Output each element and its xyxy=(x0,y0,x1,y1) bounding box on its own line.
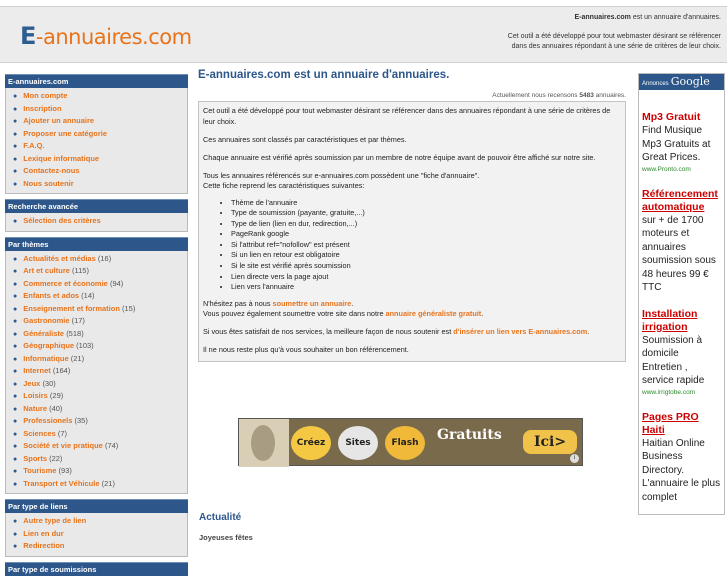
bullet-icon: ● xyxy=(13,130,18,138)
header-tagline: E-annuaires.com est un annuaire d'annuaires. Cet outil a été développé pour tout webmaster désirant se référencer dans des annuaires répondant à une série de critères de leur choix. xyxy=(507,14,721,50)
sidebar-theme-link[interactable]: Jeux xyxy=(23,378,41,388)
sidebar-link-type-item[interactable] xyxy=(6,515,187,528)
sidebar-site-link[interactable]: Proposer une catégorie xyxy=(23,128,108,138)
bullet-icon: ● xyxy=(13,255,18,263)
feature-item: • PageRank google xyxy=(231,229,621,240)
bullet-icon: ● xyxy=(13,93,18,100)
statue-image xyxy=(239,419,289,467)
ad-title[interactable]: Mp3 Gratuit xyxy=(642,111,701,123)
sidebar-theme-item[interactable] xyxy=(6,265,187,278)
sidebar-theme-link[interactable]: Loisirs xyxy=(23,391,48,400)
bullet-icon: ● xyxy=(13,480,18,488)
sidebar-theme-item[interactable] xyxy=(6,390,187,403)
banner-ad[interactable] xyxy=(238,418,583,466)
banner-text-free: Gratuits xyxy=(437,427,502,443)
theme-count: (22) xyxy=(49,453,63,463)
sidebar-theme-item[interactable] xyxy=(6,253,187,266)
bullet-icon: ● xyxy=(13,330,18,338)
sidebar-menu-links xyxy=(6,515,187,553)
bullet-icon: ● xyxy=(13,380,18,388)
bullet-icon: ● xyxy=(13,468,18,475)
directory-count: Actuellement nous recensons 5483 annuaires. xyxy=(492,92,626,99)
theme-count: (164) xyxy=(52,366,71,375)
sidebar-site-item[interactable] xyxy=(6,115,187,128)
sidebar-theme-link[interactable]: Transport et Véhicule xyxy=(23,478,100,488)
sidebar-site-link[interactable]: Contactez-nous xyxy=(23,166,80,175)
theme-count: (21) xyxy=(101,478,115,488)
theme-count: (30) xyxy=(42,378,56,388)
sidebar-theme-item[interactable] xyxy=(6,465,187,478)
sidebar-link-type-item[interactable] xyxy=(6,528,187,541)
theme-count: (93) xyxy=(58,466,72,475)
bullet-icon: ● xyxy=(13,518,18,525)
sidebar-menu-site xyxy=(6,90,187,190)
sidebar-site-link[interactable]: Inscription xyxy=(23,103,62,113)
sidebar-theme-item[interactable] xyxy=(6,315,187,328)
sidebar-theme-link[interactable]: Tourisme xyxy=(23,466,57,475)
bullet-icon: ● xyxy=(13,305,18,313)
sidebar-theme-link[interactable]: Sciences xyxy=(23,428,56,438)
sidebar-site-link[interactable]: Lexique informatique xyxy=(23,153,100,163)
sidebar-theme-item[interactable] xyxy=(6,403,187,416)
bullet-icon: ● xyxy=(13,405,18,413)
sidebar-theme-link[interactable]: Géographique xyxy=(23,341,75,350)
theme-count: (29) xyxy=(49,391,64,400)
banner-bubble-flash: Flash xyxy=(385,426,425,460)
theme-count: (15) xyxy=(122,303,136,313)
sidebar-theme-item[interactable] xyxy=(6,290,187,303)
site-logo[interactable]: E-annuaires.com xyxy=(20,22,192,50)
general-directory-link[interactable]: annuaire généraliste gratuit xyxy=(385,309,482,319)
feature-item: • Si le site est vérifié après soumission xyxy=(231,261,621,272)
bullet-icon: ● xyxy=(13,418,18,425)
ad-body: Haitian Online Business Directory. L'annuaire le plus complet xyxy=(642,437,721,503)
sidebar-theme-item[interactable] xyxy=(6,365,187,378)
feature-item: • Si un lien en retour est obligatoire xyxy=(231,250,621,261)
sidebar-theme-item[interactable] xyxy=(6,440,187,453)
sidebar-site-item[interactable] xyxy=(6,153,187,166)
bullet-icon: ● xyxy=(13,293,18,300)
feature-item: • Type de soumission (payante, gratuite,...) xyxy=(231,208,621,219)
banner-button-here[interactable]: Ici> xyxy=(523,430,577,454)
sidebar-theme-item[interactable] xyxy=(6,415,187,428)
ad-body: Soumission à domicile Entretien , service rapide xyxy=(642,334,705,386)
sidebar-theme-link[interactable]: Art et culture xyxy=(23,266,70,275)
bullet-icon: ● xyxy=(13,543,18,550)
site-header xyxy=(0,6,727,63)
theme-count: (16) xyxy=(97,253,112,263)
sidebar-heading-submissions: Par type de soumissions xyxy=(5,562,188,576)
ad-title[interactable]: Pages PRO Haiti xyxy=(642,410,699,436)
ad-url[interactable]: www.irrigtobe.com xyxy=(642,388,696,396)
sidebar-link-type-link[interactable]: Lien en dur xyxy=(23,528,64,538)
sidebar-theme-item[interactable] xyxy=(6,428,187,441)
ad-item[interactable] xyxy=(639,111,724,175)
bullet-icon: ● xyxy=(13,355,18,363)
sidebar-theme-link[interactable]: Commerce et économie xyxy=(23,278,108,288)
bullet-icon: ● xyxy=(13,118,18,125)
feature-item: • Lien directe vers la page ajout xyxy=(231,272,621,283)
bullet-icon: ● xyxy=(13,268,18,275)
sidebar-theme-item[interactable] xyxy=(6,478,187,491)
sidebar-site-link[interactable]: F.A.Q. xyxy=(23,141,45,150)
bullet-icon: ● xyxy=(13,343,18,350)
bullet-icon: ● xyxy=(13,280,18,288)
feature-item: • Type de lien (lien en dur, redirection,...) xyxy=(231,219,621,230)
ads-header: Annonces Google xyxy=(639,74,724,90)
feature-item: • Thème de l'annuaire xyxy=(231,198,621,209)
bullet-icon: ● xyxy=(13,443,18,450)
theme-count: (518) xyxy=(66,328,84,338)
bullet-icon: ● xyxy=(13,168,18,175)
sidebar-site-item[interactable] xyxy=(6,103,187,116)
main-content xyxy=(198,66,626,542)
bullet-icon: ● xyxy=(13,430,18,438)
sidebar-theme-item[interactable] xyxy=(6,378,187,391)
ads-list xyxy=(639,111,724,504)
sidebar-site-item[interactable] xyxy=(6,128,187,141)
sidebar-theme-item[interactable] xyxy=(6,278,187,291)
sidebar-heading-themes: Par thèmes xyxy=(5,237,188,251)
sidebar-site-link[interactable]: Mon compte xyxy=(23,91,68,100)
sidebar-menu-themes xyxy=(6,253,187,491)
sidebar-theme-link[interactable]: Actualités et médias xyxy=(23,253,96,263)
sidebar-theme-link[interactable]: Professionels xyxy=(23,416,73,425)
bullet-icon: ● xyxy=(13,393,18,400)
sidebar-site-item[interactable] xyxy=(6,165,187,178)
sidebar-theme-link[interactable]: Gastronomie xyxy=(23,316,70,325)
submit-directory-link[interactable]: soumettre un annuaire xyxy=(272,298,352,308)
banner-bubble-create: Créez xyxy=(291,426,331,460)
intro-box: Cet outil a été développé pour tout webmaster désirant se référencer dans des annuaires répondant à une série de critères de leur choix. Ces annuaires sont classés par caractéristiques et par thèmes. Chaque annuaire est vérifié après soumission par un membre de notre équipe avant de pouvoir être affiché sur notre site. Tous les annuaires référencés sur e-annuaires.com possèdent une "fiche d'annuaire". Cette fiche reprend les caractéristiques suivantes: • Thème de l'annuaire • Type de soumission (payante, gratuite,...) • Type de lien (lien en dur, redirection,...) • PageRank google • Si l'attribut ref="nofollow" est présent • Si un lien en retour est obligatoire • Si le site est vérifié après soumission • Lien directe vers la page ajout • Lien vers l'annuaire N'hésitez pas à nous soumettre un annuaire. Vous pouvez également soumettre votre site dans notre annuaire généraliste gratuit. Si vous êtes satisfait de nos services, la meilleure façon de nous soutenir est d'insérer un lien vers E-annuaires.com. Il ne nous reste plus qu'à vous souhaiter un bon référencement. xyxy=(198,101,626,362)
bullet-icon: ● xyxy=(13,455,18,463)
sidebar-theme-item[interactable] xyxy=(6,353,187,366)
sidebar-site-item[interactable] xyxy=(6,178,187,191)
sidebar-site-link[interactable]: Nous soutenir xyxy=(23,178,74,188)
sidebar-site-link[interactable]: Ajouter un annuaire xyxy=(23,116,95,125)
feature-item: • Lien vers l'annuaire xyxy=(231,282,621,293)
sidebar-theme-item[interactable] xyxy=(6,340,187,353)
theme-count: (14) xyxy=(81,291,95,300)
bullet-icon: ● xyxy=(13,218,18,225)
theme-count: (115) xyxy=(72,266,89,275)
sidebar-theme-link[interactable]: Enfants et ados xyxy=(23,291,80,300)
sidebar-heading-search: Recherche avancée xyxy=(5,199,188,213)
insert-link-link[interactable]: d'insérer un lien vers E-annuaires.com xyxy=(453,327,588,337)
ad-item[interactable] xyxy=(639,411,724,505)
bullet-icon: ● xyxy=(13,143,18,150)
sidebar-theme-link[interactable]: Nature xyxy=(23,403,47,413)
sidebar-theme-item[interactable] xyxy=(6,328,187,341)
ad-body: sur + de 1700 moteurs et annuaires soumission sous 48 heures 99 € TTC xyxy=(642,214,716,293)
ads-column xyxy=(638,73,725,515)
theme-count: (103) xyxy=(76,341,94,350)
bullet-icon: ● xyxy=(13,530,18,538)
sidebar-link-type-item[interactable] xyxy=(6,540,187,553)
theme-count: (35) xyxy=(74,416,88,425)
sidebar-heading-links: Par type de liens xyxy=(5,499,188,513)
sidebar-theme-link[interactable]: Internet xyxy=(23,366,51,375)
ad-url[interactable]: www.Pronto.com xyxy=(642,165,691,173)
sidebar-theme-link[interactable]: Généraliste xyxy=(23,328,65,338)
news-heading: Actualité xyxy=(199,512,242,523)
bullet-icon: ● xyxy=(13,368,18,375)
news-item[interactable]: Joyeuses fêtes xyxy=(199,533,253,542)
theme-count: (7) xyxy=(57,428,68,438)
feature-list xyxy=(231,198,621,293)
sidebar-theme-link[interactable]: Sports xyxy=(23,453,47,463)
bullet-icon: ● xyxy=(13,105,18,113)
banner-bubble-sites: Sites xyxy=(338,426,378,460)
sidebar-theme-link[interactable]: Enseignement et formation xyxy=(23,303,120,313)
google-logo: Google xyxy=(670,75,710,88)
page-title: E-annuaires.com est un annuaire d'annuaires. xyxy=(198,69,450,81)
theme-count: (21) xyxy=(70,353,85,363)
sidebar-theme-link[interactable]: Informatique xyxy=(23,353,69,363)
theme-count: (74) xyxy=(104,441,119,450)
feature-item: • Si l'attribut ref="nofollow" est présent xyxy=(231,240,621,251)
sidebar-search-link[interactable]: Sélection des critères xyxy=(23,216,101,225)
sidebar-site-item[interactable] xyxy=(6,140,187,153)
ad-title[interactable]: Installation irrigation xyxy=(642,307,698,333)
ad-item[interactable] xyxy=(639,188,724,295)
sidebar-menu-search xyxy=(6,215,187,228)
sidebar-theme-link[interactable]: Société et vie pratique xyxy=(23,441,103,450)
bullet-icon: ● xyxy=(13,180,18,188)
bullet-icon: ● xyxy=(13,155,18,163)
theme-count: (94) xyxy=(109,278,124,288)
sidebar-site-item[interactable] xyxy=(6,90,187,103)
sidebar-heading-site: E-annuaires.com xyxy=(5,74,188,88)
ad-body: Find Musique Mp3 Gratuits at Great Prices. xyxy=(642,125,711,163)
sidebar-theme-item[interactable] xyxy=(6,303,187,316)
theme-count: (40) xyxy=(49,403,63,413)
theme-count: (17) xyxy=(71,316,85,325)
ad-title[interactable]: Référencement automatique xyxy=(642,187,718,213)
sidebar xyxy=(5,74,188,574)
sidebar-link-type-link[interactable]: Autre type de lien xyxy=(23,516,87,525)
bullet-icon: ● xyxy=(13,318,18,325)
sidebar-link-type-link[interactable]: Redirection xyxy=(23,541,65,550)
sidebar-theme-item[interactable] xyxy=(6,453,187,466)
ad-item[interactable] xyxy=(639,308,724,398)
sidebar-search-item[interactable] xyxy=(6,215,187,228)
info-icon[interactable]: i xyxy=(570,454,579,463)
